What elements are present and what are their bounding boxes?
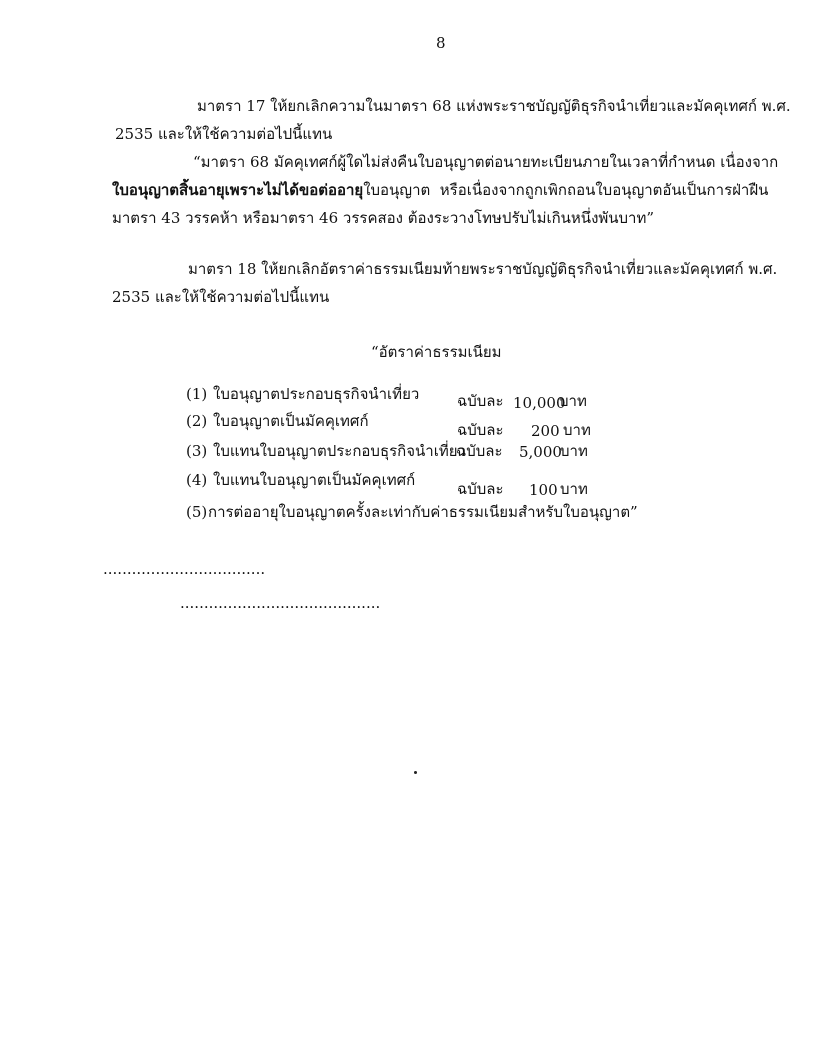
fee-schedule-heading: “อัตราค่าธรรมเนียม: [371, 343, 502, 361]
scan-speck: [414, 771, 417, 774]
fee-item-label: ใบอนุญาตเป็นมัคคุเทศก์: [213, 412, 369, 430]
fee-item-unit: บาท: [560, 480, 588, 498]
fee-item-number: (4): [186, 471, 208, 489]
fee-item-per: ฉบับละ: [457, 421, 504, 439]
fee-item: [186, 385, 606, 412]
signature-dotted-line: ..................................: [103, 560, 266, 578]
section68-line2-rest: ใบอนุญาต หรือเนื่องจากถูกเพิกถอนใบอนุญาตอันเป็นการฝ่าฝืน: [363, 181, 769, 199]
fee-item: [186, 503, 638, 525]
fee-item: [186, 444, 606, 464]
page-number: 8: [436, 34, 446, 52]
fee-item-number: (3): [186, 442, 208, 460]
fee-item-unit: บาท: [560, 442, 588, 460]
section17-line1: มาตรา 17 ให้ยกเลิกความในมาตรา 68 แห่งพระราชบัญญัติธุรกิจนำเที่ยวและมัคคุเทศก์ พ.ศ.: [197, 97, 791, 115]
signature-dotted-line: ..........................................: [180, 594, 381, 612]
section68-line1: “มาตรา 68 มัคคุเทศก์ผู้ใดไม่ส่งคืนใบอนุญาตต่อนายทะเบียนภายในเวลาที่กำหนด เนื่องจาก: [193, 153, 779, 171]
fee-item: [186, 412, 606, 440]
fee-item-label: ใบแทนใบอนุญาตเป็นมัคคุเทศก์: [213, 471, 416, 489]
section68-line2: [112, 183, 768, 198]
fee-item-amount: 5,000: [519, 443, 562, 461]
fee-item-label: ใบแทนใบอนุญาตประกอบธุรกิจนำเที่ยว: [213, 442, 466, 460]
section18-line2: 2535 และให้ใช้ความต่อไปนี้แทน: [112, 288, 330, 306]
fee-item-per: ฉบับละ: [456, 442, 503, 460]
fee-item: [186, 471, 606, 499]
fee-item-unit: บาท: [563, 421, 591, 439]
fee-item-label: ใบอนุญาตประกอบธุรกิจนำเที่ยว: [213, 385, 420, 403]
section68-line2-bold: ใบอนุญาตสิ้นอายุเพราะไม่ได้ขอต่ออายุ: [112, 181, 364, 199]
section68-line3: มาตรา 43 วรรคห้า หรือมาตรา 46 วรรคสอง ต้องระวางโทษปรับไม่เกินหนึ่งพันบาท”: [112, 209, 655, 227]
fee-item-number: (5): [186, 503, 208, 521]
section17-line2: 2535 และให้ใช้ความต่อไปนี้แทน: [115, 125, 333, 143]
fee-item-number: (2): [186, 412, 208, 430]
section18-line1: มาตรา 18 ให้ยกเลิกอัตราค่าธรรมเนียมท้ายพระราชบัญญัติธุรกิจนำเที่ยวและมัคคุเทศก์ พ.ศ.: [188, 260, 778, 278]
fee-item-unit: บาท: [559, 392, 587, 410]
fee-item-number: (1): [186, 385, 208, 403]
fee-item-per: ฉบับละ: [457, 480, 504, 498]
fee-item-text: การต่ออายุใบอนุญาตครั้งละเท่ากับค่าธรรมเนียมสำหรับใบอนุญาต”: [208, 503, 638, 521]
fee-item-per: ฉบับละ: [457, 392, 504, 410]
fee-item-amount: 10,000: [513, 394, 566, 412]
fee-item-amount: 100: [529, 481, 558, 499]
fee-item-amount: 200: [531, 422, 560, 440]
